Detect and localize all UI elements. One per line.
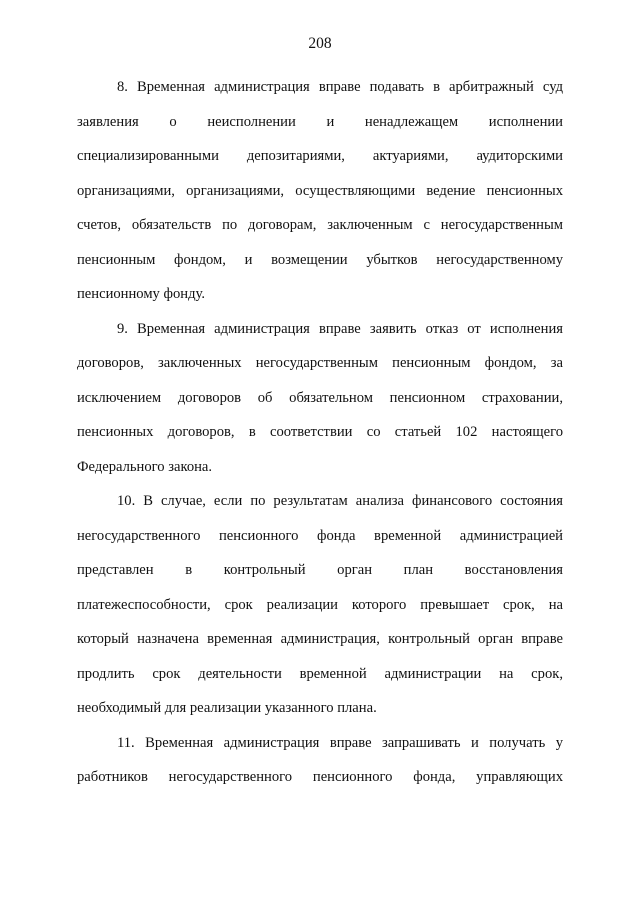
text-line: пенсионному фонду. — [77, 286, 205, 302]
text-line: который назначена временная администрация, контрольный орган вправе — [77, 631, 563, 647]
text-line: 9. Временная администрация вправе заявить отказ от исполнения — [117, 320, 563, 337]
text-line: негосударственного пенсионного фонда временной администрацией — [77, 527, 563, 544]
text-line: счетов, обязательств по договорам, заключенным с негосударственным — [77, 217, 563, 233]
text-line: 10. В случае, если по результатам анализа финансового состояния — [117, 493, 563, 509]
text-line: представлен в контрольный орган план восстановления — [77, 562, 563, 578]
text-line: Федерального закона. — [77, 458, 213, 475]
text-line: организациями, организациями, осуществляющими ведение пенсионных — [77, 182, 563, 199]
paragraph-9 — [77, 312, 563, 485]
text-line: исключением договоров об обязательном пенсионном страховании, — [77, 389, 563, 406]
text-line: заявления о неисполнении и ненадлежащем исполнении — [77, 113, 563, 130]
text-line: договоров, заключенных негосударственным пенсионным фондом, за — [77, 355, 563, 371]
paragraph-11 — [77, 726, 563, 795]
paragraph-10 — [77, 484, 563, 726]
text-line: продлить срок деятельности временной администрации на срок, — [77, 665, 563, 682]
text-line: пенсионных договоров, в соответствии со статьей 102 настоящего — [77, 424, 563, 440]
text-line: платежеспособности, срок реализации которого превышает срок, на — [77, 596, 563, 613]
text-line: 8. Временная администрация вправе подавать в арбитражный суд — [117, 79, 563, 95]
text-line: специализированными депозитариями, актуариями, аудиторскими — [77, 148, 563, 164]
text-line: работников негосударственного пенсионного фонда, управляющих — [77, 769, 563, 785]
text-line: 11. Временная администрация вправе запрашивать и получать у — [117, 734, 563, 751]
text-line: необходимый для реализации указанного плана. — [77, 700, 377, 716]
paragraph-8 — [77, 70, 563, 312]
page-number: 208 — [308, 35, 332, 52]
document-body — [77, 70, 563, 795]
text-line: пенсионным фондом, и возмещении убытков негосударственному — [77, 251, 563, 268]
